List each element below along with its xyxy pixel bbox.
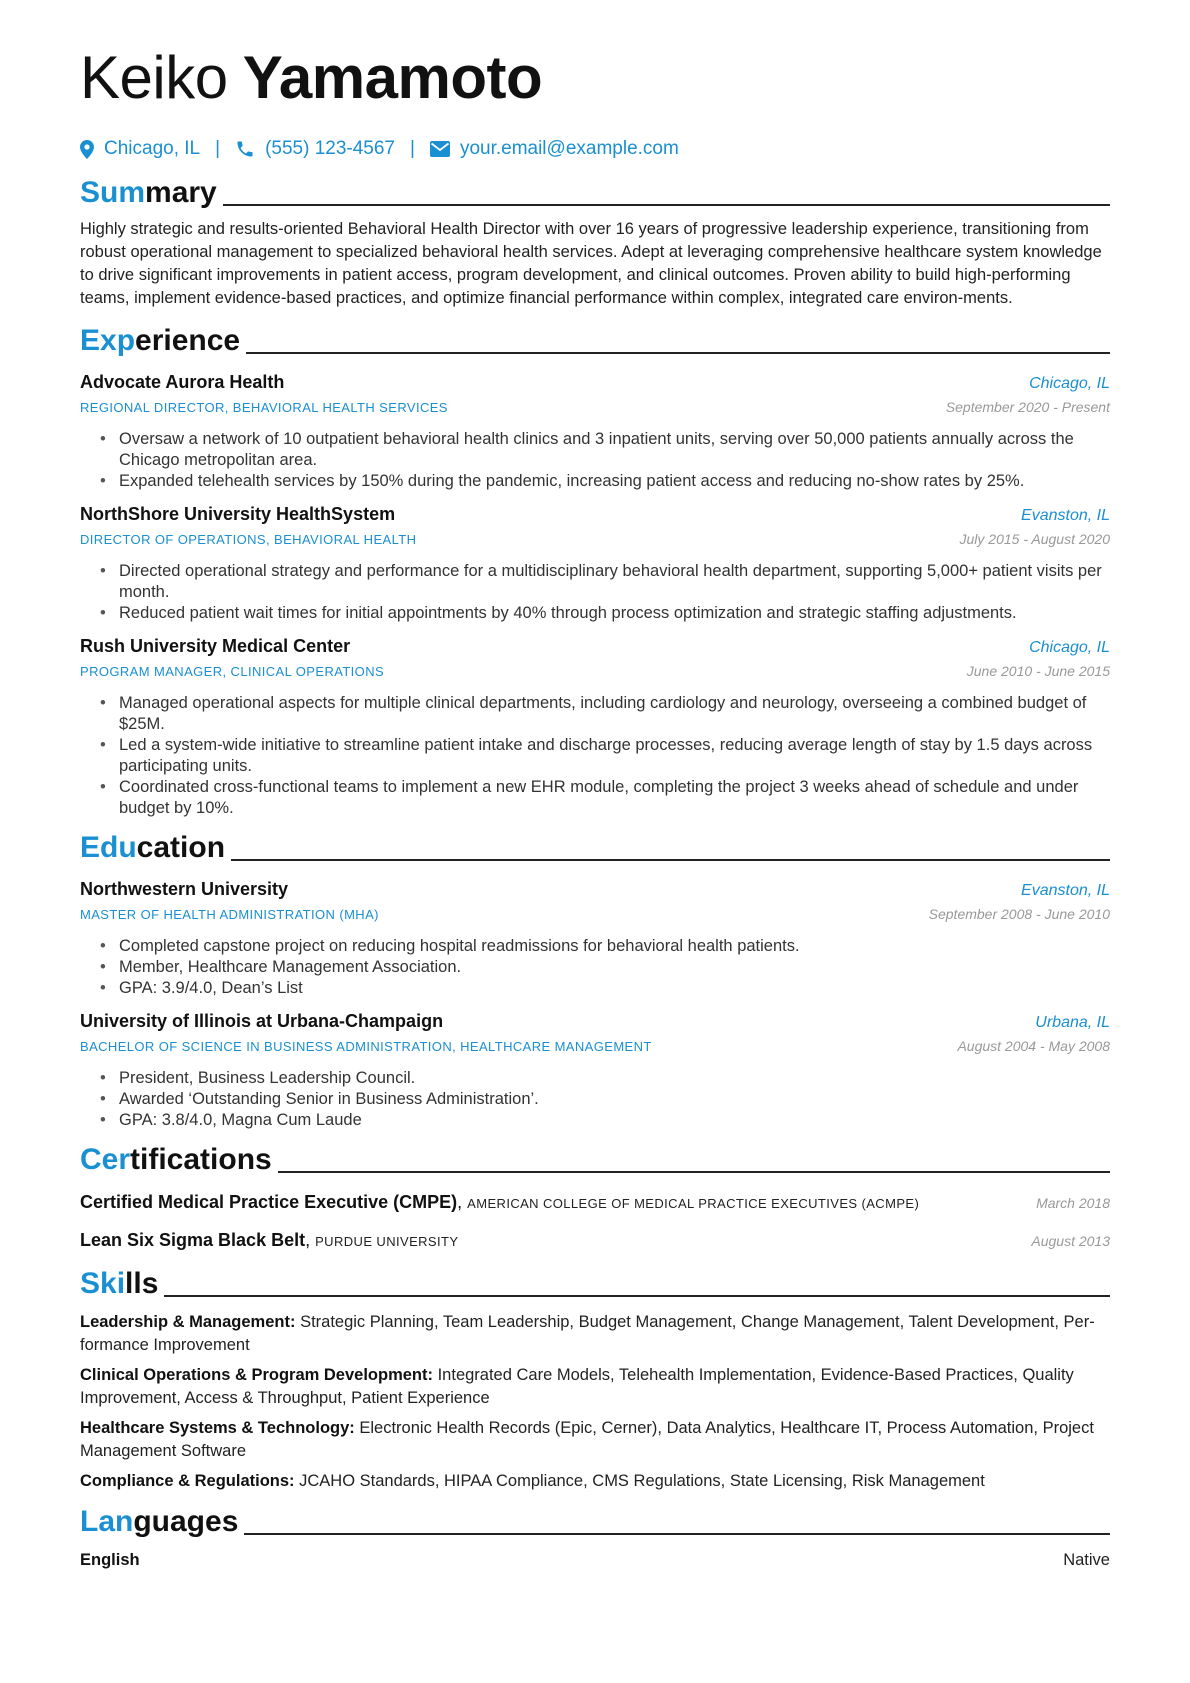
bullet-item: • Reduced patient wait times for initial appointments by 40% through process optimization and strategic staffing adjustments. [100, 603, 1110, 624]
skill-list: Strategic Planning, Team Leadership, Budget Management, Change Management, Talent Development, Per-formance Improvement [80, 1313, 1095, 1354]
experience-entry [80, 634, 1110, 819]
entry-location: Chicago, IL [1029, 639, 1110, 656]
skill-group [80, 1311, 1110, 1356]
employer-name: Rush University Medical Center [80, 636, 351, 656]
skills-heading [80, 1265, 1110, 1303]
education-entry [80, 1009, 1110, 1131]
language-name: English [80, 1550, 140, 1569]
education-entry [80, 877, 1110, 999]
job-title: DIRECTOR OF OPERATIONS, BEHAVIORAL HEALTH [80, 532, 417, 547]
language-item [80, 1549, 1110, 1571]
contact-phone[interactable] [235, 138, 395, 160]
skill-label: Clinical Operations & Program Development: [80, 1366, 433, 1384]
language-level: Native [1063, 1550, 1110, 1569]
skill-group [80, 1417, 1110, 1462]
skill-group [80, 1364, 1110, 1409]
last-name: Yamamoto [242, 44, 543, 111]
experience-heading [80, 322, 1110, 360]
skill-label: Leadership & Management: [80, 1313, 296, 1331]
job-title: REGIONAL DIRECTOR, BEHAVIORAL HEALTH SERVICES [80, 400, 448, 415]
contact-separator: | [215, 138, 221, 159]
bullet-list [80, 1068, 1110, 1131]
phone-icon [235, 139, 255, 159]
contact-bar [80, 134, 1110, 164]
first-name: Keiko [80, 44, 228, 111]
entry-location: Evanston, IL [1021, 882, 1110, 899]
certification-date: March 2018 [1036, 1195, 1110, 1211]
bullet-item: • Completed capstone project on reducing hospital readmissions for behavioral health patients. [100, 936, 1110, 957]
section-title: Experience [80, 324, 241, 357]
entry-date: September 2008 - June 2010 [928, 906, 1110, 922]
certification-issuer: PURDUE UNIVERSITY [315, 1234, 459, 1249]
bullet-item: • Awarded ‘Outstanding Senior in Business Administration’. [100, 1089, 1110, 1110]
certification-name: Certified Medical Practice Executive (CMPE) [80, 1192, 458, 1212]
location-text: Chicago, IL [104, 138, 201, 159]
skill-list: Integrated Care Models, Telehealth Implementation, Evidence-Based Practices, Quality Improvement, Access & Throughput, Patient Experience [80, 1366, 1074, 1407]
certification-item: Lean Six Sigma Black Belt, PURDUE UNIVERSITY August 2013 [80, 1230, 1110, 1250]
bullet-list [80, 936, 1110, 999]
bullet-item: • Expanded telehealth services by 150% during the pandemic, increasing patient access and reducing no-show rates by 25%. [100, 471, 1110, 492]
email-link[interactable]: your.email@example.com [459, 138, 679, 159]
skill-list: JCAHO Standards, HIPAA Compliance, CMS Regulations, State Licensing, Risk Management [299, 1472, 985, 1490]
section-title: Skills [80, 1267, 159, 1300]
entry-date: June 2010 - June 2015 [966, 663, 1110, 679]
skill-label: Healthcare Systems & Technology: [80, 1419, 355, 1437]
contact-email[interactable] [430, 138, 679, 160]
bullet-item: • Coordinated cross-functional teams to implement a new EHR module, completing the project 3 weeks ahead of schedule and under budget by 10%. [100, 777, 1110, 819]
bullet-item: • GPA: 3.8/4.0, Magna Cum Laude [100, 1110, 1110, 1131]
section-rule [278, 1171, 1110, 1173]
section-rule [164, 1295, 1110, 1297]
section-rule [246, 352, 1110, 354]
education-heading [80, 829, 1110, 867]
skill-label: Compliance & Regulations: [80, 1472, 295, 1490]
contact-separator: | [410, 138, 415, 159]
certification-issuer: AMERICAN COLLEGE OF MEDICAL PRACTICE EXECUTIVES (ACMPE) [467, 1196, 920, 1211]
entry-date: September 2020 - Present [945, 399, 1110, 415]
bullet-item: • Managed operational aspects for multiple clinical departments, including cardiology and neurology, overseeing a combined budget of $25M. [100, 693, 1110, 735]
section-rule [231, 859, 1110, 861]
school-name: University of Illinois at Urbana-Champaign [80, 1011, 444, 1031]
bullet-item: • President, Business Leadership Council. [100, 1068, 1110, 1089]
certification-name: Lean Six Sigma Black Belt [80, 1230, 306, 1250]
languages-heading [80, 1503, 1110, 1541]
section-title: Certifications [80, 1143, 272, 1176]
certification-date: August 2013 [1031, 1233, 1110, 1249]
bullet-item: • Member, Healthcare Management Association. [100, 957, 1110, 978]
bullet-list [80, 561, 1110, 624]
map-pin-icon [80, 140, 94, 159]
bullet-item: • Oversaw a network of 10 outpatient behavioral health clinics and 3 inpatient units, serving over 50,000 patients annually across the Chicago metropolitan area. [100, 429, 1110, 471]
section-title: Languages [80, 1504, 239, 1538]
employer-name: NorthShore University HealthSystem [80, 504, 396, 524]
certifications-heading [80, 1141, 1110, 1179]
section-rule [223, 204, 1110, 206]
employer-name: Advocate Aurora Health [80, 372, 285, 392]
candidate-name [80, 38, 1110, 118]
degree: MASTER OF HEALTH ADMINISTRATION (MHA) [80, 907, 379, 922]
degree: BACHELOR OF SCIENCE IN BUSINESS ADMINISTRATION, HEALTHCARE MANAGEMENT [80, 1039, 652, 1054]
school-name: Northwestern University [80, 879, 289, 899]
skill-group [80, 1470, 1110, 1493]
summary-heading [80, 174, 1110, 212]
entry-location: Chicago, IL [1029, 375, 1110, 392]
experience-entry [80, 370, 1110, 492]
bullet-item: • GPA: 3.9/4.0, Dean’s List [100, 978, 1110, 999]
summary-text: Highly strategic and results-oriented Behavioral Health Director with over 16 years of progressive leadership experience, transitioning from robust operational management to specialized behavioral health services. Adept at leveraging comprehensive healthcare system knowledge to drive significant improvements in patient access, program development, and clinical outcomes. Proven ability to build high-performing teams, implement evidence-based practices, and optimize financial performance within complex, integrated care environ-ments. [80, 220, 1102, 307]
envelope-icon [430, 141, 450, 157]
certification-item: Certified Medical Practice Executive (CMPE), AMERICAN COLLEGE OF MEDICAL PRACTICE EXECUTIVES (ACMPE) March 2018 [80, 1192, 1110, 1212]
bullet-item: • Led a system-wide initiative to streamline patient intake and discharge processes, reducing average length of stay by 1.5 days across participating units. [100, 735, 1110, 777]
section-title: Summary [80, 176, 217, 209]
skill-list: Electronic Health Records (Epic, Cerner), Data Analytics, Healthcare IT, Process Automation, Project Management Software [80, 1419, 1094, 1460]
phone-text: (555) 123-4567 [265, 138, 395, 159]
bullet-list [80, 429, 1110, 492]
experience-entry [80, 502, 1110, 624]
section-title: Education [80, 831, 226, 864]
entry-date: August 2004 - May 2008 [957, 1038, 1110, 1054]
section-rule [244, 1533, 1110, 1535]
entry-location: Urbana, IL [1035, 1014, 1110, 1031]
contact-location [80, 138, 200, 160]
entry-location: Evanston, IL [1021, 507, 1110, 524]
job-title: PROGRAM MANAGER, CLINICAL OPERATIONS [80, 664, 385, 679]
entry-date: July 2015 - August 2020 [959, 531, 1110, 547]
bullet-item: • Directed operational strategy and performance for a multidisciplinary behavioral health department, supporting 5,000+ patient visits per month. [100, 561, 1110, 603]
bullet-list [80, 693, 1110, 819]
